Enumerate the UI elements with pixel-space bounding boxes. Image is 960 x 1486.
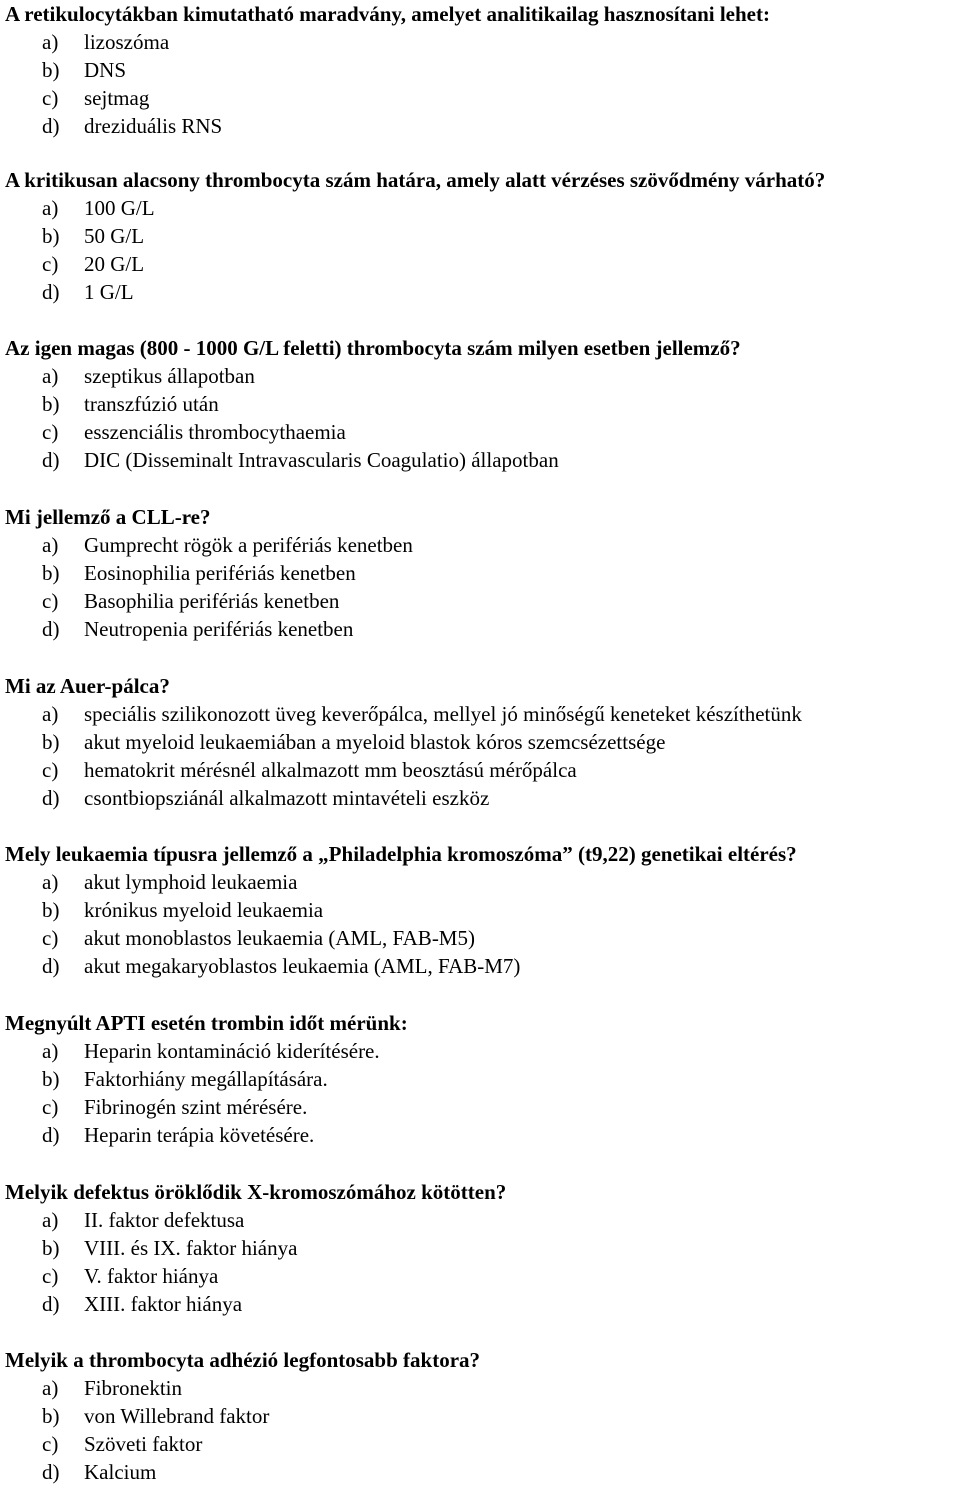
answer-option-b	[5, 1402, 956, 1430]
answer-options	[5, 1037, 956, 1149]
answer-options	[5, 28, 956, 140]
answer-option-d	[5, 784, 956, 812]
option-letter: b)	[42, 730, 60, 754]
answer-options	[5, 700, 956, 812]
option-letter: c)	[42, 589, 59, 613]
answer-options	[5, 868, 956, 980]
option-letter: d)	[42, 954, 60, 978]
option-text: 100 G/L	[84, 196, 155, 220]
option-text: Basophilia perifériás kenetben	[84, 589, 340, 613]
question-title: Melyik defektus öröklődik X-kromoszómához kötötten?	[5, 1180, 507, 1204]
answer-option-b	[5, 56, 956, 84]
option-letter: a)	[42, 533, 59, 557]
option-text: Gumprecht rögök a perifériás kenetben	[84, 533, 413, 557]
option-letter: b)	[42, 1067, 60, 1091]
answer-option-c	[5, 587, 956, 615]
answer-option-a	[5, 1206, 956, 1234]
answer-options	[5, 194, 956, 306]
question-1	[5, 0, 956, 140]
option-letter: a)	[42, 364, 59, 388]
option-letter: b)	[42, 561, 60, 585]
option-letter: d)	[42, 1123, 60, 1147]
option-text: akut megakaryoblastos leukaemia (AML, FAB-M7)	[84, 954, 521, 978]
option-letter: c)	[42, 252, 59, 276]
question-title: Mi jellemző a CLL-re?	[5, 505, 211, 529]
option-letter: b)	[42, 898, 60, 922]
question-2	[5, 166, 956, 306]
option-letter: c)	[42, 926, 59, 950]
answer-option-b	[5, 728, 956, 756]
answer-option-a	[5, 531, 956, 559]
option-text: akut myeloid leukaemiában a myeloid blastok kóros szemcsézettsége	[84, 730, 666, 754]
answer-options	[5, 362, 956, 474]
question-9	[5, 1346, 956, 1486]
option-text: Neutropenia perifériás kenetben	[84, 617, 354, 641]
option-letter: c)	[42, 758, 59, 782]
option-letter: a)	[42, 702, 59, 726]
answer-option-b	[5, 1234, 956, 1262]
answer-option-a	[5, 1374, 956, 1402]
question-8	[5, 1178, 956, 1318]
answer-option-a	[5, 362, 956, 390]
option-letter: c)	[42, 1095, 59, 1119]
question-title: Mely leukaemia típusra jellemző a „Philadelphia kromoszóma” (t9,22) genetikai eltérés?	[5, 842, 797, 866]
option-letter: b)	[42, 392, 60, 416]
option-letter: b)	[42, 224, 60, 248]
answer-option-d	[5, 446, 956, 474]
option-letter: c)	[42, 1432, 59, 1456]
question-5	[5, 672, 956, 812]
option-letter: d)	[42, 1460, 60, 1484]
question-6	[5, 840, 956, 980]
answer-option-a	[5, 1037, 956, 1065]
answer-options	[5, 1374, 956, 1486]
option-text: DNS	[84, 58, 127, 82]
option-text: esszenciális thrombocythaemia	[84, 420, 346, 444]
answer-option-a	[5, 28, 956, 56]
answer-option-d	[5, 1290, 956, 1318]
answer-option-c	[5, 250, 956, 278]
option-text: transzfúzió után	[84, 392, 219, 416]
option-text: II. faktor defektusa	[84, 1208, 245, 1232]
option-letter: d)	[42, 280, 60, 304]
option-letter: a)	[42, 1039, 59, 1063]
answer-option-b	[5, 390, 956, 418]
question-title: A kritikusan alacsony thrombocyta szám határa, amely alatt vérzéses szövődmény várható?	[5, 168, 826, 192]
answer-option-c	[5, 1262, 956, 1290]
question-title: Mi az Auer-pálca?	[5, 674, 170, 698]
option-text: Szöveti faktor	[84, 1432, 203, 1456]
answer-option-c	[5, 1430, 956, 1458]
option-text: VIII. és IX. faktor hiánya	[84, 1236, 298, 1260]
option-text: von Willebrand faktor	[84, 1404, 270, 1428]
answer-option-c	[5, 1093, 956, 1121]
answer-option-b	[5, 222, 956, 250]
answer-option-b	[5, 1065, 956, 1093]
answer-option-d	[5, 1458, 956, 1486]
answer-option-d	[5, 112, 956, 140]
option-text: krónikus myeloid leukaemia	[84, 898, 324, 922]
question-title: Megnyúlt APTI esetén trombin időt mérünk:	[5, 1011, 408, 1035]
answer-option-d	[5, 615, 956, 643]
question-4	[5, 503, 956, 643]
option-text: hematokrit mérésnél alkalmazott mm beosztású mérőpálca	[84, 758, 577, 782]
question-title: A retikulocytákban kimutatható maradvány, amelyet analitikailag hasznosítani lehet:	[5, 2, 770, 26]
option-letter: d)	[42, 786, 60, 810]
option-text: akut monoblastos leukaemia (AML, FAB-M5)	[84, 926, 475, 950]
option-letter: d)	[42, 448, 60, 472]
answer-option-a	[5, 868, 956, 896]
answer-option-c	[5, 84, 956, 112]
option-text: 20 G/L	[84, 252, 145, 276]
option-text: dreziduális RNS	[84, 114, 223, 138]
answer-options	[5, 1206, 956, 1318]
option-text: lizoszóma	[84, 30, 170, 54]
option-text: Heparin kontamináció kiderítésére.	[84, 1039, 380, 1063]
option-letter: a)	[42, 1376, 59, 1400]
option-text: DIC (Disseminalt Intravascularis Coagulatio) állapotban	[84, 448, 559, 472]
option-letter: d)	[42, 617, 60, 641]
question-title: Az igen magas (800 - 1000 G/L feletti) thrombocyta szám milyen esetben jellemző?	[5, 336, 741, 360]
option-letter: a)	[42, 196, 59, 220]
option-text: Heparin terápia követésére.	[84, 1123, 315, 1147]
option-text: 50 G/L	[84, 224, 145, 248]
option-text: XIII. faktor hiánya	[84, 1292, 243, 1316]
option-letter: d)	[42, 114, 60, 138]
question-3	[5, 334, 956, 474]
option-text: speciális szilikonozott üveg keverőpálca, mellyel jó minőségű keneteket készíthetünk	[84, 702, 802, 726]
answer-option-d	[5, 952, 956, 980]
option-text: akut lymphoid leukaemia	[84, 870, 298, 894]
option-text: csontbiopsziánál alkalmazott mintavételi eszköz	[84, 786, 490, 810]
option-text: Faktorhiány megállapítására.	[84, 1067, 328, 1091]
option-letter: b)	[42, 1236, 60, 1260]
option-letter: c)	[42, 420, 59, 444]
answer-option-b	[5, 896, 956, 924]
answer-option-c	[5, 756, 956, 784]
answer-option-d	[5, 278, 956, 306]
option-text: Eosinophilia perifériás kenetben	[84, 561, 356, 585]
option-letter: c)	[42, 1264, 59, 1288]
option-text: Kalcium	[84, 1460, 157, 1484]
answer-options	[5, 531, 956, 643]
option-text: Fibronektin	[84, 1376, 182, 1400]
option-letter: a)	[42, 870, 59, 894]
question-7	[5, 1009, 956, 1149]
answer-option-c	[5, 418, 956, 446]
option-letter: b)	[42, 58, 60, 82]
answer-option-a	[5, 194, 956, 222]
answer-option-c	[5, 924, 956, 952]
option-letter: c)	[42, 86, 59, 110]
answer-option-b	[5, 559, 956, 587]
option-text: 1 G/L	[84, 280, 134, 304]
option-text: sejtmag	[84, 86, 150, 110]
option-letter: d)	[42, 1292, 60, 1316]
option-text: V. faktor hiánya	[84, 1264, 219, 1288]
option-letter: a)	[42, 30, 59, 54]
option-letter: a)	[42, 1208, 59, 1232]
option-letter: b)	[42, 1404, 60, 1428]
option-text: Fibrinogén szint mérésére.	[84, 1095, 308, 1119]
question-title: Melyik a thrombocyta adhézió legfontosabb faktora?	[5, 1348, 481, 1372]
answer-option-d	[5, 1121, 956, 1149]
option-text: szeptikus állapotban	[84, 364, 255, 388]
answer-option-a	[5, 700, 956, 728]
